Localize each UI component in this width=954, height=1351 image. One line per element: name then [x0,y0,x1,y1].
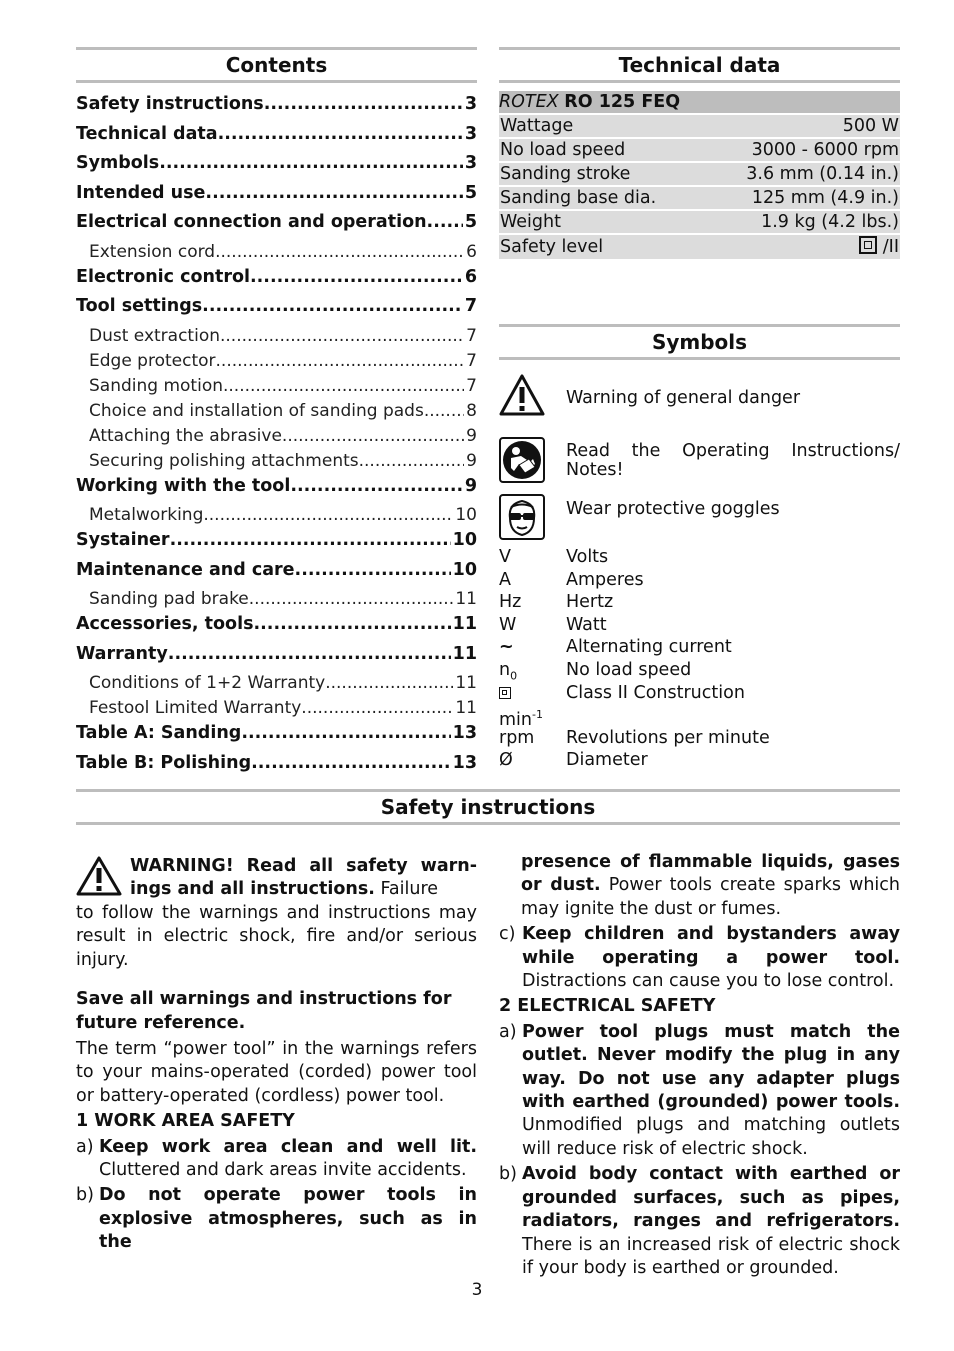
item-1c-text: Distractions can cause you to lose control. [522,971,895,992]
toc-entry-page: 8 [466,400,477,421]
toc-entry [76,324,477,349]
symbol-row [499,727,900,750]
toc-leader-dots [216,349,465,374]
toc-entry [76,399,477,424]
toc-entry-page: 11 [452,643,477,664]
toc-entry [76,671,477,696]
contents-top-rule [76,47,477,50]
toc-entry [76,349,477,374]
item-1a-bold: Keep work area clean and well lit. [99,1136,477,1157]
toc-entry [76,424,477,449]
toc-entry [76,151,477,181]
toc-entry-label: Tool settings [76,296,203,316]
symbol-abbreviation: Hz [499,592,522,613]
safety-bottom-rule [76,822,900,825]
toc-entry-label: Intended use [76,182,206,203]
toc-entry-page: 7 [466,350,477,371]
symbols-title: Symbols [651,330,748,354]
toc-entry-label: Sanding pad brake [89,589,249,609]
technical-data-row [499,211,900,233]
warning-intro-lines [130,855,477,902]
toc-leader-dots [218,122,463,147]
toc-entry [76,265,477,295]
toc-entry-label: Attaching the abrasive [89,425,282,446]
item-2b [499,1163,900,1280]
toc-leader-dots [241,721,450,746]
technical-data-value: 1.9 kg (4.2 lbs.) [761,212,899,232]
toc-entry-page: 3 [464,153,477,173]
safety-left-column [76,902,477,1255]
toc-leader-dots [301,696,453,721]
warning-triangle-icon [499,373,545,419]
toc-entry-page: 7 [466,375,477,396]
toc-entry-label: Table B: Polishing [76,752,252,773]
symbol-meaning: Class II Construction [566,682,745,703]
toc-entry [76,721,477,751]
item-1b-label: b) [76,1185,94,1206]
toc-entry [76,751,477,777]
toc-leader-dots [282,424,464,449]
toc-leader-dots [205,181,462,206]
toc-entry-page: 7 [466,325,477,346]
item-1b [76,1184,477,1254]
item-2a-bold: Power tool plugs must match the outlet. Never modify the plug in any way. Do not use any adapter plugs with earthed (grounded) power tools. [522,1021,900,1113]
safety-level-value: /II [859,235,900,259]
technical-data-label: Sanding base dia. [500,188,657,208]
toc-leader-dots [290,474,462,499]
symbol-meaning: Diameter [566,750,648,771]
symbol-abbreviation: ~ [499,637,514,658]
safety-top-rule [76,789,900,792]
toc-entry [76,696,477,721]
toc-entry [76,558,477,588]
toc-leader-dots [359,449,465,474]
item-1c [499,923,900,993]
save-heading: Save all warnings and instructions for future reference. [76,989,452,1033]
item-1b-continued: presence of flammable liquids, gases or dust. Power tools create sparks which may ignite the dust or fumes. [521,852,900,919]
toc-leader-dots [250,265,463,290]
warning-triangle-icon [76,855,122,897]
symbol-abbreviation: W [499,614,517,635]
symbol-abbreviation: $\min^{-1}$ [499,708,543,731]
toc-entry-page: 6 [464,266,477,287]
toc-entry-label: Electrical connection and operation. [76,212,434,232]
toc-entry [76,503,477,528]
item-1a [76,1136,477,1183]
symbol-row [499,749,900,772]
item-2b-bold: Avoid body contact with earthed or grounded surfaces, such as pipes, radiators, ranges and refrigerators. [522,1164,900,1232]
item-2a-text: Unmodified plugs and matching outlets will reduce risk of electric shock. [522,1115,900,1159]
toc-leader-dots [168,642,451,667]
toc-entry-label: Securing polishing attachments [89,450,359,471]
toc-entry-label: Working with the tool [76,475,291,496]
symbol-meaning: Revolutions per minute [566,727,770,748]
toc-entry [76,181,477,211]
warning-bold-line-2: ings and all instructions. [130,879,375,900]
toc-entry-page: 5 [464,182,477,203]
symbol-row [499,591,900,614]
symbol-row [499,659,900,682]
technical-data-value: 500 W [842,116,899,136]
toc-entry-page: 11 [455,673,477,693]
symbol-row [499,682,900,705]
technical-data-row [499,163,900,185]
symbol-text-read-instructions: Read the Operating Instructions/ Notes! [566,441,900,480]
toc-entry-label: Metalworking [89,505,204,525]
technical-data-value: 3.6 mm (0.14 in.) [746,164,899,184]
toc-entry-page: 6 [466,241,477,262]
technical-data-row [499,187,900,209]
toc-leader-dots [433,210,463,235]
toc-leader-dots [264,92,463,117]
warning-text: to follow the warnings and instructions may result in electric shock, fire and/or serious injury. [76,903,477,970]
toc-leader-dots [159,151,463,176]
toc-entry-label: Choice and installation of sanding pads [89,400,424,421]
symbols-bottom-rule [499,357,900,360]
symbol-row [499,636,900,659]
class-ii-icon [499,687,511,699]
toc-entry-page: 10 [455,505,477,525]
item-1b-bold: Do not operate power tools in explosive atmospheres, such as in the [99,1185,477,1253]
contents-bottom-rule [76,80,477,83]
symbol-abbreviation: A [499,569,511,590]
toc-entry-label: Table A: Sanding [76,723,242,743]
warning-bold-line-1: WARNING! Read all safety warn- [130,856,477,876]
toc-leader-dots [220,324,464,349]
technical-data-top-rule [499,47,900,50]
toc-entry-page: 10 [452,559,477,580]
toc-entry-page: 3 [464,94,477,114]
toc-entry [76,240,477,265]
item-2b-text: There is an increased risk of electric shock if your body is earthed or grounded. [522,1234,900,1278]
term-text: The term “power tool” in the warnings refers to your mains-operated (corded) power tool or battery-operated (cordless) power tool. [76,1039,477,1106]
symbol-meaning: Alternating current [566,637,732,658]
technical-data-value: 125 mm (4.9 in.) [751,188,899,208]
toc-entry-label: Warranty [76,643,168,664]
symbol-row [499,614,900,637]
item-1a-label: a) [76,1136,94,1157]
item-1a-text: Cluttered and dark areas invite accidents. [99,1160,467,1181]
toc-entry-page: 13 [452,752,477,773]
technical-data-label: Sanding stroke [500,164,631,184]
item-1c-label: c) [499,924,516,945]
toc-entry-label: Edge protector [89,350,216,371]
item-2a [499,1021,900,1161]
class-ii-icon [859,236,877,254]
toc-entry [76,122,477,152]
toc-leader-dots [249,587,454,612]
toc-entry-label: Sanding motion [89,375,223,396]
technical-data-table [499,91,900,261]
safety-level-label: Safety level [500,237,604,257]
model-name: RO 125 FEQ [564,92,681,112]
toc-entry-page: 11 [455,589,477,609]
symbol-row [499,704,900,731]
toc-entry-label: Systainer [76,530,170,550]
symbol-abbreviation: V [499,547,511,567]
technical-data-label: Wattage [500,116,574,136]
toc-entry-page: 11 [455,698,477,718]
toc-entry-label: Extension cord [89,241,216,262]
page-number: 3 [471,1280,483,1300]
toc-entry-page: 5 [464,212,477,232]
toc-leader-dots [215,240,464,265]
toc-entry-label: Technical data [76,123,218,144]
toc-leader-dots [223,374,464,399]
technical-data-value: 3000 - 6000 rpm [751,140,899,160]
symbol-text-warning: Warning of general danger [566,388,801,408]
toc-entry-label: Accessories, tools [76,614,254,634]
toc-entry-page: 13 [452,723,477,743]
item-1c-bold: Keep children and bystanders away while operating a power tool. [522,924,900,968]
toc-entry [76,92,477,122]
toc-entry [76,294,477,324]
symbol-meaning: Watt [566,614,607,635]
toc-entry-label: Conditions of 1+2 Warranty [89,673,326,693]
toc-entry-page: 11 [452,614,477,634]
safety-right-column [499,851,900,1280]
item-2b-label: b) [499,1164,517,1185]
symbol-abbreviation [499,682,511,704]
symbol-row [499,569,900,592]
symbol-row [499,546,900,569]
symbol-meaning: No load speed [566,660,692,680]
toc-entry-page: 9 [464,475,477,496]
symbol-abbreviation: rpm [499,727,535,748]
warning-rest-line-1: Failure [374,879,439,900]
toc-entry [76,612,477,642]
section-1-heading: 1 WORK AREA SAFETY [76,1111,295,1132]
toc-entry-label: Maintenance and care [76,559,295,580]
technical-data-header-row [499,91,900,113]
technical-data-title: Technical data [618,53,781,77]
toc-leader-dots [325,671,453,696]
technical-data-bottom-rule [499,80,900,83]
toc-entry-label: Safety instructions [76,94,264,114]
toc-entry [76,474,477,504]
technical-data-label: No load speed [500,140,626,160]
toc-entry [76,528,477,558]
brand-name: ROTEX [499,92,559,112]
toc-entry [76,210,477,240]
toc-leader-dots [203,503,453,528]
toc-entry-label: Dust extraction [89,325,220,346]
toc-leader-dots [170,528,451,553]
item-2a-label: a) [499,1021,517,1042]
toc-leader-dots [424,399,464,424]
technical-data-row-safety-level [499,235,900,259]
toc-entry-page: 3 [464,123,477,144]
section-2-heading: 2 ELECTRICAL SAFETY [499,996,716,1017]
table-of-contents [76,92,477,777]
toc-entry [76,374,477,399]
safety-title: Safety instructions [380,795,596,819]
toc-leader-dots [202,294,463,319]
toc-entry [76,587,477,612]
technical-data-label: Weight [500,212,561,232]
symbols-top-rule [499,324,900,327]
read-instructions-icon [499,437,545,483]
symbol-abbreviation: $n_0$ [499,660,518,683]
toc-entry [76,642,477,672]
toc-entry-label: Symbols [76,153,160,173]
symbol-abbreviation: Ø [499,750,513,771]
symbol-meaning: Amperes [566,569,644,590]
toc-entry-page: 9 [466,450,477,471]
toc-entry-label: Festool Limited Warranty [89,698,302,718]
contents-title: Contents [225,53,328,77]
toc-entry-label: Electronic control [76,266,251,287]
toc-entry-page: 7 [464,296,477,316]
toc-entry [76,449,477,474]
toc-entry-page: 10 [452,530,477,550]
symbol-text-goggles: Wear protective goggles [566,499,780,519]
toc-leader-dots [251,751,451,776]
toc-entry-page: 9 [466,425,477,446]
symbol-meaning: Volts [566,547,609,567]
toc-leader-dots [254,612,451,637]
symbol-meaning: Hertz [566,592,614,613]
protective-goggles-icon [499,494,545,540]
toc-leader-dots [295,558,451,583]
technical-data-row [499,139,900,161]
technical-data-row [499,115,900,137]
